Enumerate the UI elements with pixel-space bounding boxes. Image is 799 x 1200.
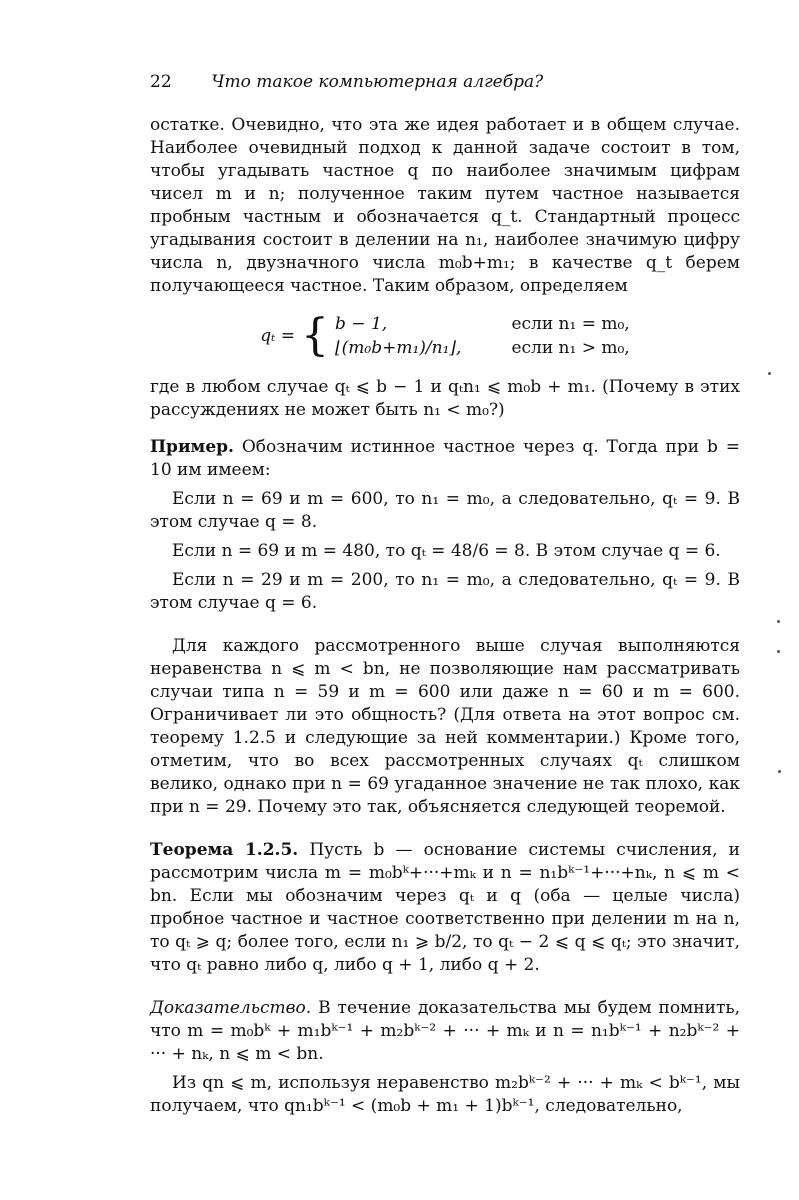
paragraph-proof-continued: Из qn ⩽ m, используя неравенство m₂bᵏ⁻² + ··· + mₖ < bᵏ⁻¹, мы получаем, что qn₁bᵏ⁻¹ < (m₀b + m₁ + 1)bᵏ⁻¹, следовательно, (150, 1073, 740, 1116)
theorem-text: Пусть b — основание системы счисления, и рассмотрим числа m = m₀bᵏ+···+mₖ и n = n₁bᵏ⁻¹+···+nₖ, n ⩽ m < bn. Если мы обозначим через qₜ и q (оба — целые числа) пробное частное и частное соответственно при делении m на n, то qₜ ⩾ q; более того, если n₁ ⩾ b/2, то qₜ − 2 ⩽ q ⩽ qₜ; это значит, что qₜ равно либо q, либо q + 1, либо q + 2. (150, 840, 740, 975)
theorem-paragraph (150, 839, 740, 977)
page-number: 22 (150, 72, 172, 92)
book-page (150, 72, 740, 1118)
example-case-1: Если n = 69 и m = 600, то n₁ = m₀, а следовательно, qₜ = 9. В этом случае q = 8. (150, 489, 740, 532)
proof-text: В течение доказательства мы будем помнить, что m = m₀bᵏ + m₁bᵏ⁻¹ + m₂bᵏ⁻² + ··· + mₖ и n = n₁bᵏ⁻¹ + n₂bᵏ⁻² + ··· + nₖ, n ⩽ m < bn. (150, 998, 741, 1064)
example-text: Обозначим истинное частное через q. Тогда при b = 10 им имеем: (150, 437, 740, 480)
scan-speck (778, 770, 781, 773)
formula-condition-1: если n₁ = m₀, (511, 314, 630, 334)
paragraph-note: где в любом случае qₜ ⩽ b − 1 и qₜn₁ ⩽ m₀b + m₁. (Почему в этих рассуждениях не может быть n₁ < m₀?) (150, 377, 740, 420)
paragraph-intro: остатке. Очевидно, что эта же идея работает и в общем случае. Наиболее очевидный подход к данной задаче состоит в том, чтобы угадывать частное q по наиболее значимым цифрам чисел m и n; полученное таким путем частное называется пробным частным и обозначается q_t. Стандартный процесс угадывания состоит в делении на n₁, наиболее значимую цифру числа n, двузначного числа m₀b+m₁; в качестве q_t берем получающееся частное. Таким образом, определяем (150, 115, 740, 296)
brace-icon: { (301, 310, 330, 361)
theorem-label: Теорема 1.2.5. (150, 840, 299, 860)
example-paragraph (150, 436, 740, 482)
example-case-3: Если n = 29 и m = 200, то n₁ = m₀, а следовательно, qₜ = 9. В этом случае q = 6. (150, 570, 740, 613)
formula-condition-2: если n₁ > m₀, (511, 338, 630, 358)
display-formula (150, 312, 740, 360)
scan-speck (777, 620, 780, 623)
paragraph-discussion: Для каждого рассмотренного выше случая выполняются неравенства n ⩽ m < bn, не позволяющие нам рассматривать случаи типа n = 59 и m = 600 или даже n = 60 и m = 600. Ограничивает ли это общность? (Для ответа на этот вопрос см. теорему 1.2.5 и следующие за ней комментарии.) Кроме того, отметим, что во всех рассмотренных случаях qₜ слишком велико, однако при n = 69 угаданное значение не так плохо, как при n = 29. Почему это так, объясняется следующей теоремой. (150, 636, 740, 817)
running-title: Что такое компьютерная алгебра? (211, 72, 544, 92)
example-case-2: Если n = 69 и m = 480, то qₜ = 48/6 = 8. В этом случае q = 6. (172, 541, 721, 561)
proof-paragraph (150, 997, 740, 1066)
formula-lhs: qₜ = (260, 326, 296, 346)
example-label: Пример. (150, 437, 234, 457)
page-header (150, 72, 740, 92)
proof-label: Доказательство. (150, 998, 312, 1018)
formula-case-2: ⌊(m₀b+m₁)/n₁⌋, (335, 338, 462, 358)
scan-speck (777, 650, 780, 653)
formula-case-1: b − 1, (335, 314, 388, 334)
scan-speck (768, 372, 771, 375)
